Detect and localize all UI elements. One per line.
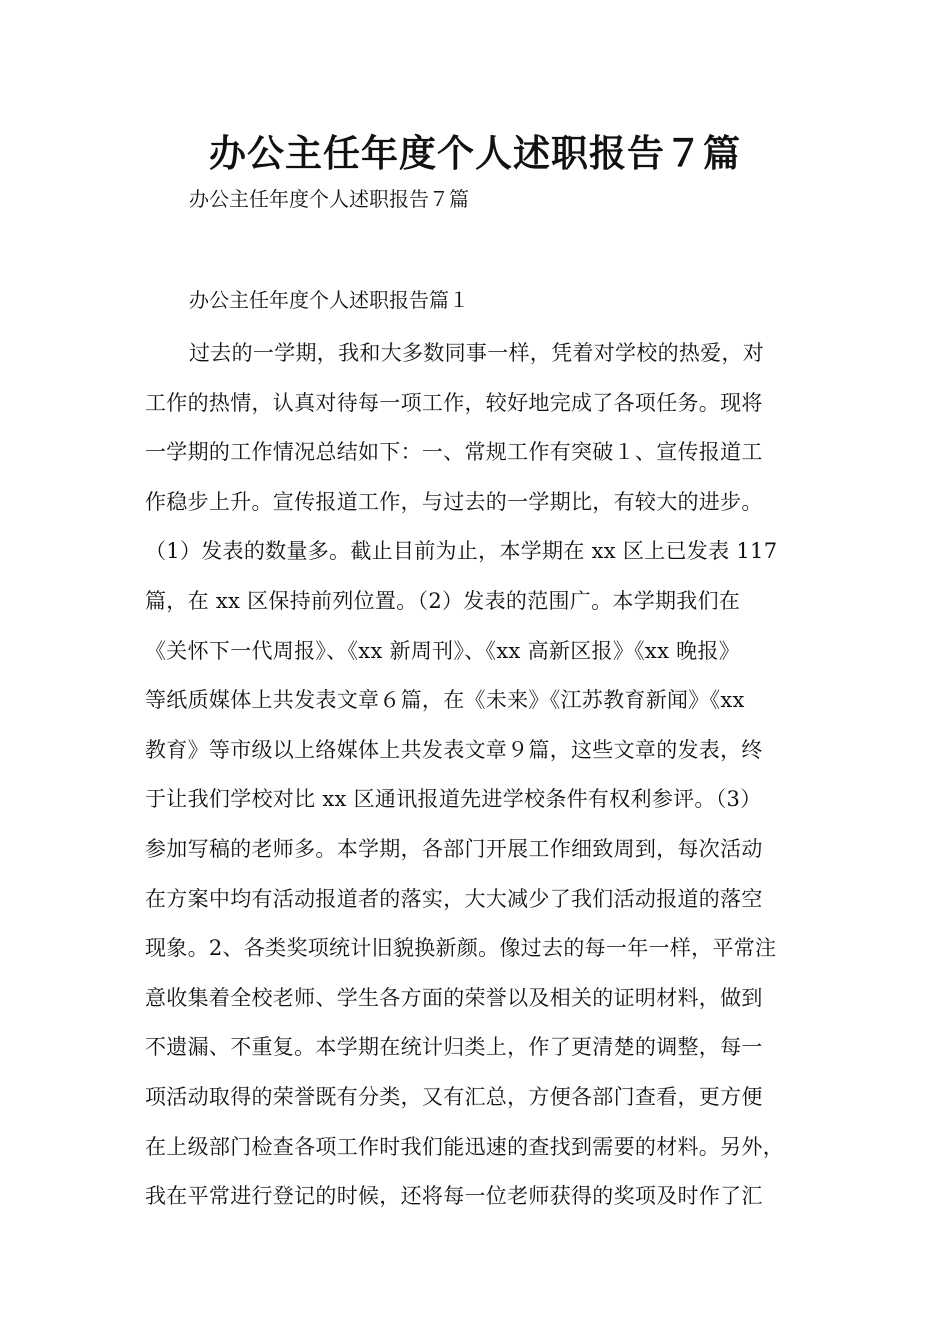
body-line: 作稳步上升。宣传报道工作，与过去的一学期比，有较大的进步。 (145, 489, 763, 514)
body-line: 在方案中均有活动报道者的落实，大大减少了我们活动报道的落空 (145, 886, 763, 911)
body-line: 意收集着全校老师、学生各方面的荣誉以及相关的证明材料，做到 (145, 985, 763, 1010)
body-line: 一学期的工作情况总结如下：一、常规工作有突破１、宣传报道工 (145, 440, 763, 465)
body-line: 工作的热情，认真对待每一项工作，较好地完成了各项任务。现将 (145, 390, 763, 415)
body-line: 《关怀下一代周报》、《xx 新周刊》、《xx 高新区报》《xx 晚报》 (145, 638, 741, 663)
body-line: （1）发表的数量多。截止目前为止，本学期在 xx 区上已发表 117 (145, 539, 778, 564)
body-line: 不遗漏、不重复。本学期在统计归类上，作了更清楚的调整，每一 (145, 1035, 763, 1060)
document-subtitle: 办公主任年度个人述职报告７篇 (189, 187, 469, 211)
body-line: 于让我们学校对比 xx 区通讯报道先进学校条件有权利参评。（3） (145, 787, 762, 812)
body-line: 过去的一学期，我和大多数同事一样，凭着对学校的热爱，对 (189, 341, 765, 365)
body-line: 在上级部门检查各项工作时我们能迅速的查找到需要的材料。另外， (145, 1134, 784, 1159)
body-text (145, 333, 825, 1226)
body-line: 教育》等市级以上络媒体上共发表文章９篇，这些文章的发表，终 (145, 737, 763, 762)
section-heading: 办公主任年度个人述职报告篇１ (189, 288, 469, 312)
body-line: 参加写稿的老师多。本学期，各部门开展工作细致周到，每次活动 (145, 836, 763, 861)
body-line: 篇，在 xx 区保持前列位置。（2）发表的范围广。本学期我们在 (145, 588, 741, 613)
body-line: 现象。2、各类奖项统计旧貌换新颜。像过去的每一年一样，平常注 (145, 936, 777, 961)
body-line: 等纸质媒体上共发表文章６篇，在《未来》《江苏教育新闻》《xx (145, 688, 745, 713)
body-line: 我在平常进行登记的时候，还将每一位老师获得的奖项及时作了汇 (145, 1184, 763, 1209)
document-title: 办公主任年度个人述职报告７篇 (209, 131, 741, 175)
body-line: 项活动取得的荣誉既有分类，又有汇总，方便各部门查看，更方便 (145, 1084, 763, 1109)
